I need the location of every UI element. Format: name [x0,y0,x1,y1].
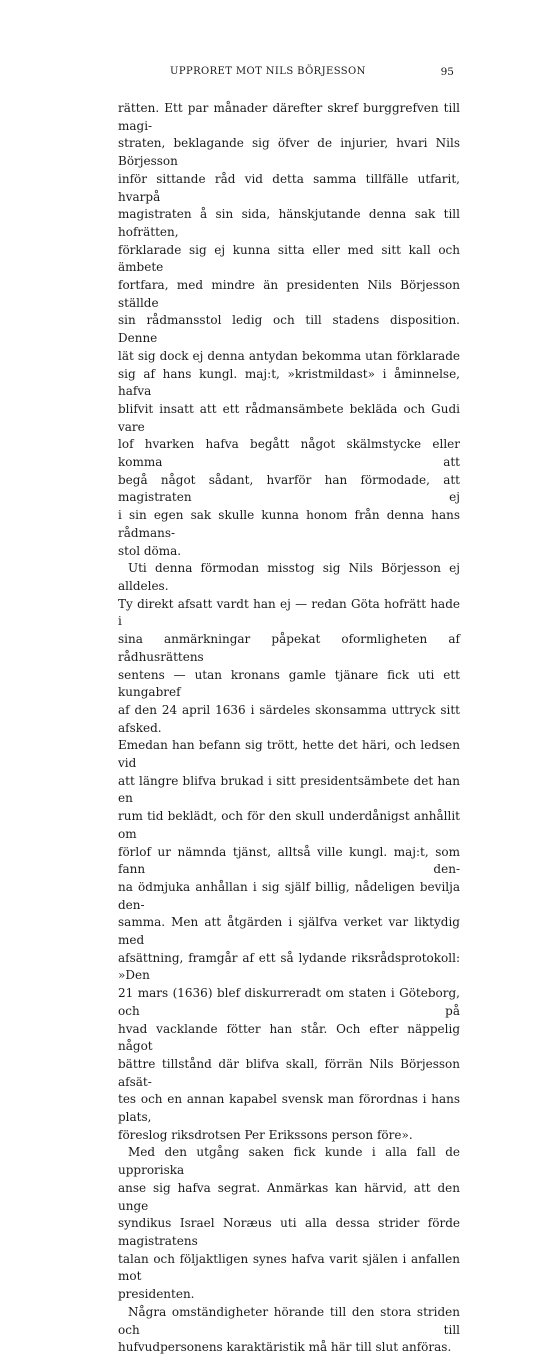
text-line: Några omständigheter hörande till den stora striden och till [118,1304,460,1337]
text-line: af den 24 april 1636 i särdeles skonsamma uttryck sitt afsked. [118,702,460,735]
text-line: afsättning, framgår af ett så lydande riksrådsprotokoll: »Den [118,950,460,983]
text-line: sig af hans kungl. maj:t, »kristmildast» i åminnelse, hafva [118,366,460,399]
text-line: talan och följaktligen synes hafva varit själen i anfallen mot [118,1251,460,1284]
text-line: sin rådmansstol ledig och till stadens disposition. Denne [118,313,460,346]
text-line: straten, beklagande sig öfver de injurier, hvari Nils Börjesson [118,136,460,169]
text-line: tes och en annan kapabel svensk man förordnas i hans plats, [118,1092,460,1125]
text-line: bättre tillstånd där blifva skall, förrän Nils Börjesson afsät- [118,1056,460,1089]
text-line: Med den utgång saken fick kunde i alla fall de upproriska [118,1145,460,1178]
text-line: stol döma. [118,543,182,558]
text-line: föreslog riksdrotsen Per Erikssons person före». [118,1127,413,1142]
text-line: blifvit insatt att ett rådmansämbete bekläda och Gudi vare [118,401,460,434]
text-line: sina anmärkningar påpekat oformligheten af rådhusrättens [118,632,460,664]
text-line: lof hvarken hafva begått något skälmstycke eller komma att [118,437,460,470]
text-line: inför sittande råd vid detta samma tillfälle utfarit, hvarpå [118,171,460,204]
text-line: lät sig dock ej denna antydan bekomma utan förklarade [118,348,460,363]
text-line: hufvudpersonens karaktäristik må här till slut anföras. [118,1340,452,1355]
text-line: i sin egen sak skulle kunna honom från denna hans rådmans- [118,508,460,540]
text-line: hvad vacklande fötter han står. Och efter näppelig något [118,1021,460,1054]
text-line: presidenten. [118,1287,195,1302]
text-line: Emedan han befann sig trött, hette det häri, och ledsen vid [118,738,460,771]
text-line: förlof ur nämnda tjänst, alltså ville kungl. maj:t, som fann den- [118,844,460,877]
text-line: förklarade sig ej kunna sitta eller med sitt kall och ämbete [118,242,460,275]
text-line: Uti denna förmodan misstog sig Nils Börjesson ej alldeles. [118,561,460,593]
text-line: na ödmjuka anhållan i sig själf billig, nådeligen bevilja den- [118,879,460,912]
text-line: anse sig hafva segrat. Anmärkas kan härvid, att den unge [118,1180,460,1213]
text-line: syndikus Israel Noræus uti alla dessa strider förde magistratens [118,1216,460,1248]
text-line: fortfara, med mindre än presidenten Nils Börjesson ställde [118,278,460,310]
text-line: samma. Men att åtgärden i själfva verket var liktydig med [118,915,460,948]
running-title: UPPRORET MOT NILS BÖRJESSON [170,66,366,77]
text-line: rum tid beklädt, och för den skull underdånigst anhållit om [118,809,460,841]
text-line: rätten. Ett par månader därefter skref burggrefven till magi- [118,101,460,133]
text-line: Ty direkt afsatt vardt han ej — redan Göta hofrätt hade i [118,596,460,629]
text-line: att längre blifva brukad i sitt presidentsämbete det han en [118,773,460,806]
page-number: 95 [440,66,454,78]
text-line: magistraten å sin sida, hänskjutande denna sak till hofrätten, [118,207,460,239]
running-head [118,66,454,82]
text-line: begå något sådant, hvarför han förmodade, att magistraten ej [118,472,460,505]
text-line: sentens — utan kronans gamle tjänare fick uti ett kungabref [118,667,460,700]
body-text [118,100,460,1357]
text-line: 21 mars (1636) blef diskurreradt om staten i Göteborg, och på [118,986,460,1018]
